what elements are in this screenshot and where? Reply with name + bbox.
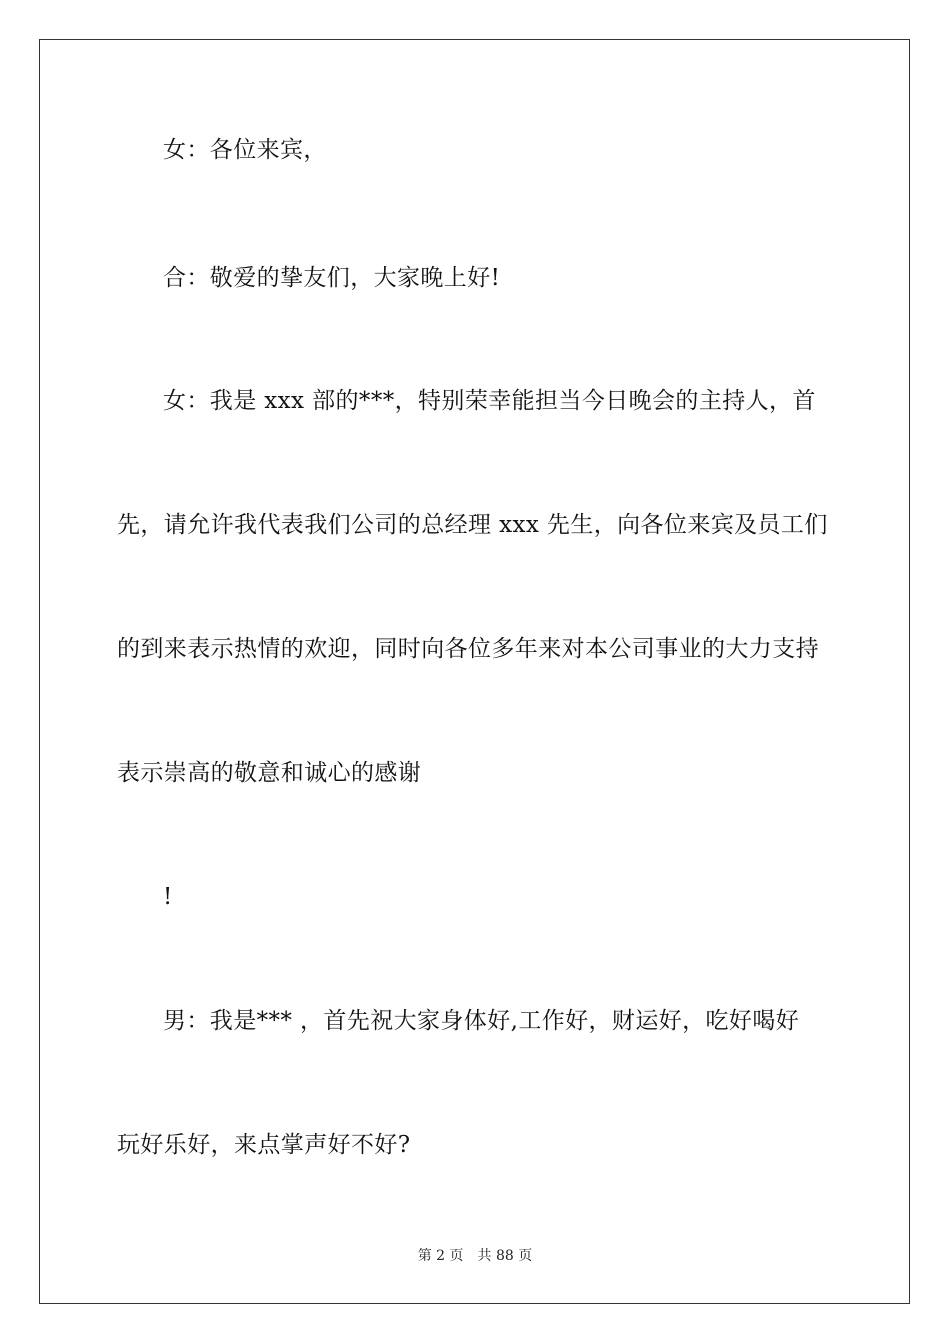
text-line-7: ! bbox=[163, 884, 173, 910]
page-border bbox=[39, 39, 910, 1304]
text-line-1: 女：各位来宾， bbox=[163, 137, 327, 163]
page-number-footer: 第 2 页 共 88 页 bbox=[417, 1248, 533, 1264]
text-line-6: 表示崇高的敬意和诚心的感谢 bbox=[117, 760, 422, 786]
text-line-3: 女：我是 xxx 部的***，特别荣幸能担当今日晚会的主持人，首 bbox=[163, 388, 816, 414]
text-line-5: 的到来表示热情的欢迎，同时向各位多年来对本公司事业的大力支持 bbox=[117, 636, 819, 662]
text-line-8: 男：我是*** ，首先祝大家身体好,工作好，财运好，吃好喝好 bbox=[163, 1008, 800, 1034]
text-line-4: 先，请允许我代表我们公司的总经理 xxx 先生，向各位来宾及员工们 bbox=[117, 512, 828, 538]
text-line-9: 玩好乐好，来点掌声好不好? bbox=[117, 1132, 411, 1158]
text-line-2: 合：敬爱的挚友们，大家晚上好! bbox=[163, 265, 501, 291]
